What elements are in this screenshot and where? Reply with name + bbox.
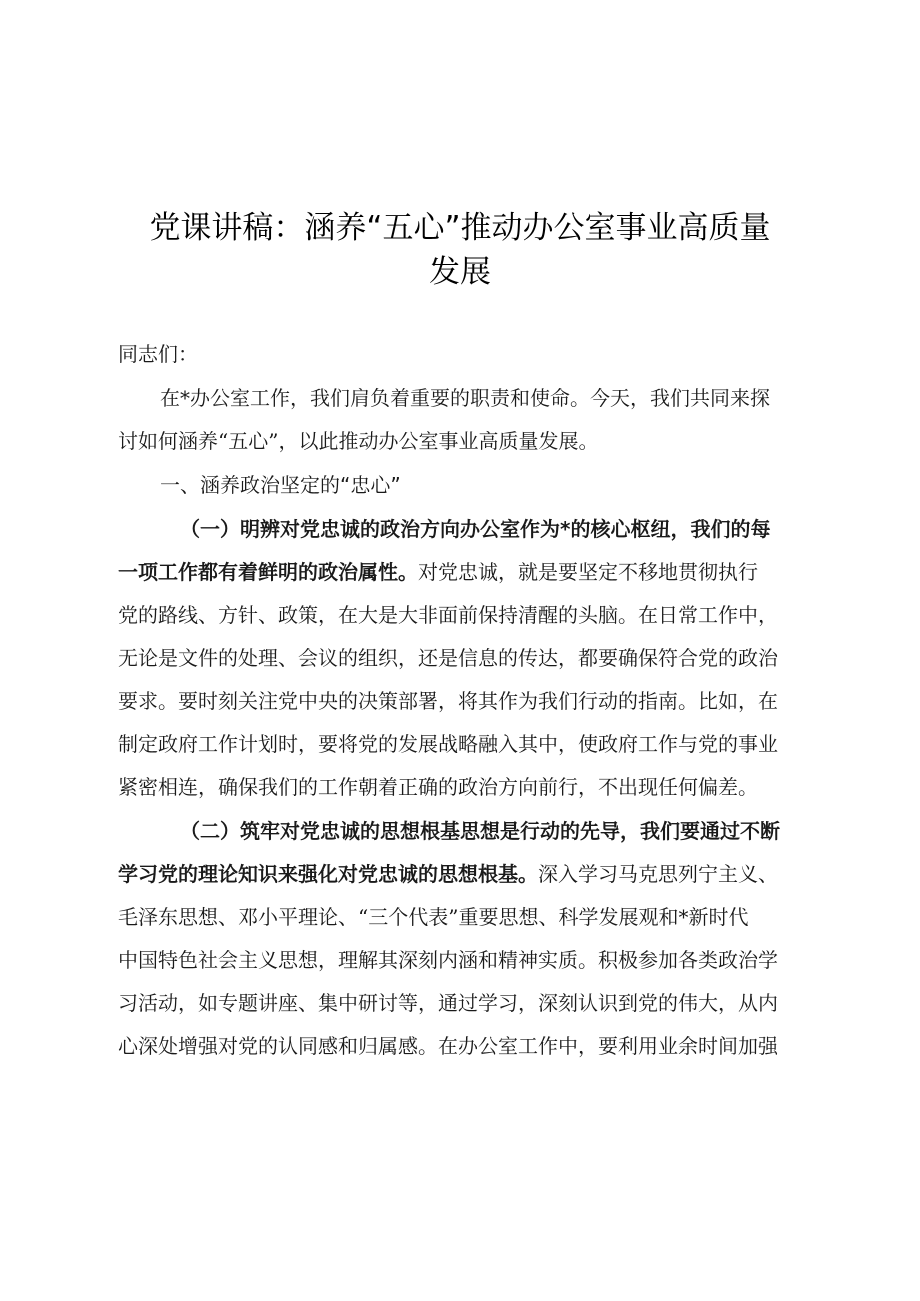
document-title-line-2: 发展 xyxy=(429,254,491,290)
intro-line: 在*办公室工作，我们肩负着重要的职责和使命。今天，我们共同来探 xyxy=(160,386,770,410)
paragraph-line: 党的路线、方针、政策，在大是大非面前保持清醒的头脑。在日常工作中， xyxy=(118,603,778,627)
paragraph-line: 无论是文件的处理、会议的组织，还是信息的传达，都要确保符合党的政治 xyxy=(118,646,778,670)
paragraph-line: 心深处增强对党的认同感和归属感。在办公室工作中，要利用业余时间加强 xyxy=(118,1034,778,1058)
paragraph-text: 对党忠诚，就是要坚定不移地贯彻执行 xyxy=(418,560,758,584)
paragraph-line: 要求。要时刻关注党中央的决策部署，将其作为我们行动的指南。比如，在 xyxy=(118,689,778,713)
paragraph-line: 制定政府工作计划时，要将党的发展战略融入其中，使政府工作与党的事业 xyxy=(118,732,778,756)
subsection-heading-2-cont: 学习党的理论知识来强化对党忠诚的思想根基。 xyxy=(118,862,538,886)
paragraph-line xyxy=(118,860,778,888)
subsection-heading-1: （一）明辨对党忠诚的政治方向办公室作为*的核心枢纽，我们的每 xyxy=(180,517,771,541)
section-heading-1: 一、涵养政治坚定的“忠心” xyxy=(160,473,401,497)
paragraph-line: 毛泽东思想、邓小平理论、“三个代表”重要思想、科学发展观和*新时代 xyxy=(118,905,749,929)
subsection-heading-2: （二）筑牢对党忠诚的思想根基思想是行动的先导，我们要通过不断 xyxy=(180,819,780,843)
subsection-heading-1-cont: 一项工作都有着鲜明的政治属性。 xyxy=(118,560,418,584)
intro-line: 讨如何涵养“五心”，以此推动办公室事业高质量发展。 xyxy=(118,429,599,453)
document-title-line-1: 党课讲稿：涵养“五心”推动办公室事业高质量 xyxy=(149,210,771,246)
paragraph-line: 紧密相连，确保我们的工作朝着正确的政治方向前行，不出现任何偏差。 xyxy=(118,775,758,799)
paragraph-line xyxy=(118,558,758,586)
paragraph-line: 习活动，如专题讲座、集中研讨等，通过学习，深刻认识到党的伟大，从内 xyxy=(118,991,778,1015)
greeting: 同志们： xyxy=(118,342,198,366)
paragraph-text: 深入学习马克思列宁主义、 xyxy=(538,862,778,886)
paragraph-line: 中国特色社会主义思想，理解其深刻内涵和精神实质。积极参加各类政治学 xyxy=(118,948,778,972)
